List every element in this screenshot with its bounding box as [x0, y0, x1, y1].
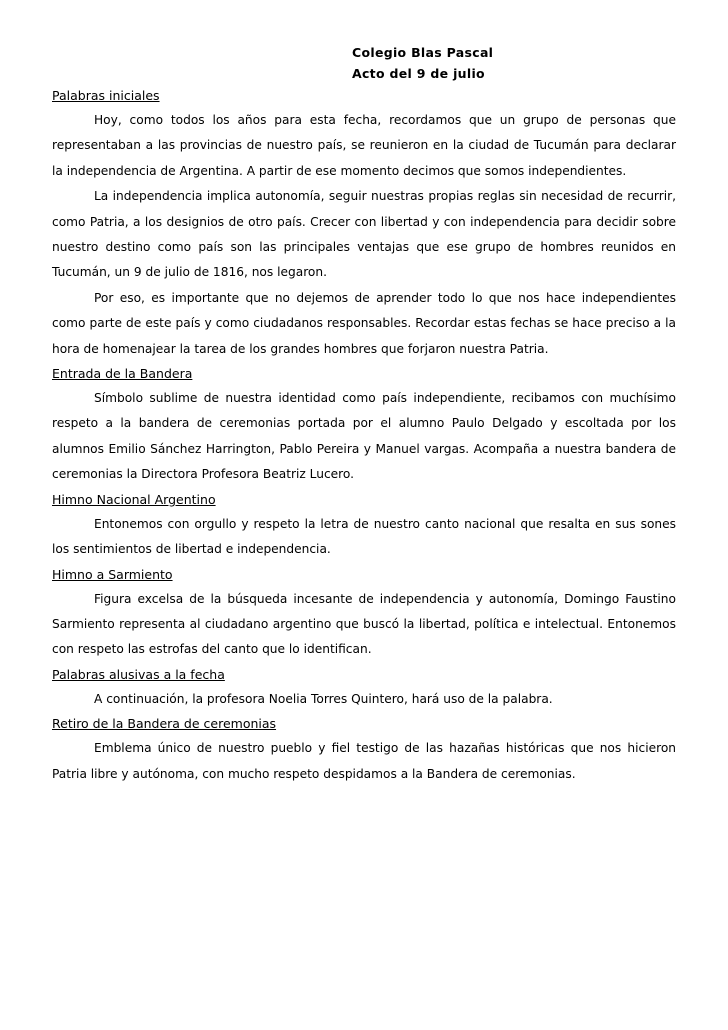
paragraph: A continuación, la profesora Noelia Torres Quintero, hará uso de la palabra. — [94, 691, 553, 706]
section-retiro-bandera — [52, 712, 676, 787]
section-title: Himno Nacional Argentino — [52, 491, 216, 507]
document-header — [352, 42, 676, 84]
section-title: Himno a Sarmiento — [52, 566, 173, 582]
paragraph: Figura excelsa de la búsqueda incesante de independencia y autonomía, Domingo Faustino Sarmiento representa al ciudadano argentino que buscó la libertad, política e intelectual. Entonemos con respeto las estrofas del canto que lo identifican. — [52, 591, 676, 657]
section-title: Retiro de la Bandera de ceremonias — [52, 716, 277, 732]
section-himno-nacional — [52, 488, 676, 563]
paragraph: La independencia implica autonomía, seguir nuestras propias reglas sin necesidad de recurrir, como Patria, a los designios de otro país. Crecer con libertad y con independencia para decidir sobre nuestro destino como país son las principales ventajas que ese grupo de hombres reunidos en Tucumán, un 9 de julio de 1816, nos legaron. — [52, 189, 676, 280]
section-title: Entrada de la Bandera — [52, 366, 193, 382]
section-palabras-iniciales — [52, 84, 676, 362]
paragraph: Símbolo sublime de nuestra identidad como país independiente, recibamos con muchísimo respeto a la bandera de ceremonias portada por el alumno Paulo Delgado y escoltada por los alumnos Emilio Sánchez Harrington, Pablo Pereira y Manuel vargas. Acompaña a nuestra bandera de ceremonias la Directora Profesora Beatriz Lucero. — [52, 391, 676, 482]
paragraph: Por eso, es importante que no dejemos de aprender todo lo que nos hace independientes como parte de este país y como ciudadanos responsables. Recordar estas fechas se hace preciso a la hora de homenajear la tarea de los grandes hombres que forjaron nuestra Patria. — [52, 290, 676, 356]
paragraph: Emblema único de nuestro pueblo y fiel testigo de las hazañas históricas que nos hicieron Patria libre y autónoma, con mucho respeto despidamos a la Bandera de ceremonias. — [52, 741, 676, 781]
section-himno-sarmiento — [52, 563, 676, 663]
section-palabras-alusivas — [52, 663, 676, 712]
school-name: Colegio Blas Pascal — [352, 45, 494, 60]
section-title: Palabras iniciales — [52, 88, 160, 103]
section-title: Palabras alusivas a la fecha — [52, 666, 225, 682]
event-title: Acto del 9 de julio — [352, 66, 485, 81]
section-entrada-bandera — [52, 362, 676, 488]
paragraph: Hoy, como todos los años para esta fecha, recordamos que un grupo de personas que representaban a las provincias de nuestro país, se reunieron en la ciudad de Tucumán para declarar la independencia de Argentina. A partir de ese momento decimos que somos independientes. — [52, 113, 676, 178]
paragraph: Entonemos con orgullo y respeto la letra de nuestro canto nacional que resalta en sus sones los sentimientos de libertad e independencia. — [52, 516, 676, 557]
